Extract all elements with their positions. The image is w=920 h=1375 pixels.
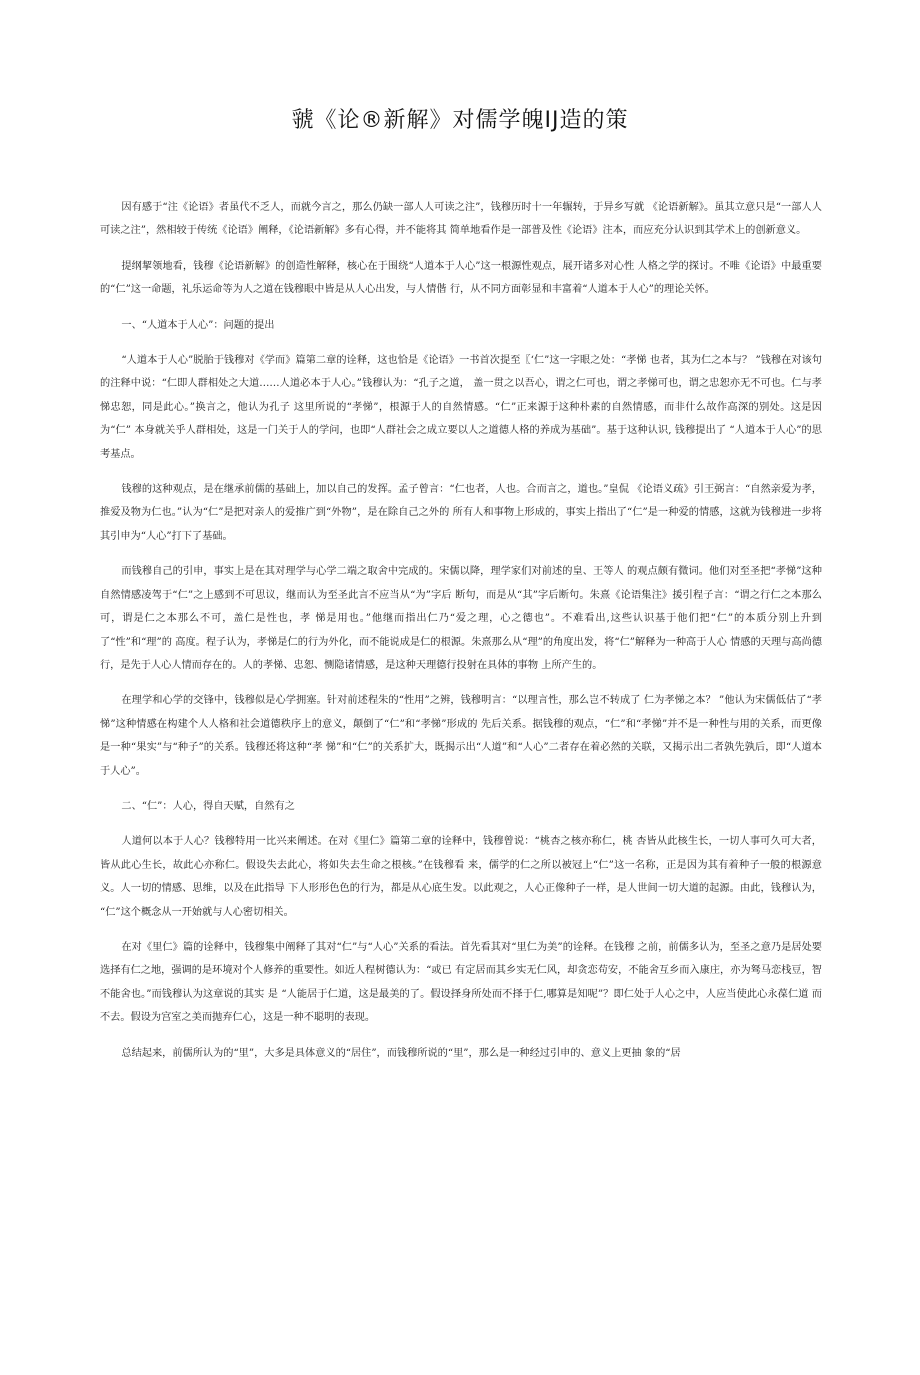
- paragraph: 在理学和心学的交锋中，钱穆似是心学拥塞。针对前述程朱的“性用”之辨，钱穆明言：“以理言性，那么岂不转成了 仁为孝悌之本？ ”他认为宋儒低估了“孝悌”这种情感在构建个人人格和社会道德秩序上的意义，颠倒了“仁”和“孝悌”形成的 先后关系。据钱穆的观点，“仁”和“孝悌”并不是一种性与用的关系，而更像是一种“果实”与“种子”的关系。钱穆还将这种“孝 悌”和“仁”的关系扩大，既揭示出“人道”和“人心”二者存在着必然的关联，又揭示出二者孰先孰后，即“人道本于人心”。: [100, 695, 822, 777]
- document-title: 虢《论®新解》对儒学魄IJ造的策: [291, 108, 629, 133]
- paragraph: 在对《里仁》篇的诠释中，钱穆集中阐释了其对“仁”与“人心”关系的看法。首先看其对“里仁为美”的诠释。在钱穆 之前，前儒多认为，至圣之意乃是居处要选择有仁之地，强调的是环境对个人修养的重要性。如近人程树德认为：“或已 有定居而其乡实无仁风，却贪恋苟安，不能舍互乡而入康庄，亦为驽马恋栈豆，智不能舍也。”而钱穆认为这章说的其实 是 “人能居于仁道，这是最美的了。假设择身所处而不择于仁,哪算是知呢”？即仁处于人心之中，人应当使此心永葆仁道 而不去。假设为宫室之美而抛弃仁心，这是一种不聪明的表现。: [100, 941, 822, 1024]
- paragraph: “人道本于人心”脱胎于钱穆对《学而》篇第二章的诠释，这也恰是《论语》一书首次提至〖‘仁”这一字眼之处：“孝悌 也者，其为仁之本与？ ”钱穆在对该句的注释中说：“仁即人群相处之大道……人道必本于人心。”钱穆认为：“孔子之道， 盖一贯之以吾心，谓之仁可也，谓之孝悌可也，谓之忠恕亦无不可也。仁与孝悌忠恕，同是此心。”换言之，他认为孔子 这里所说的“孝悌”，根源于人的自然情感。“仁”正来源于这种朴素的自然情感，而非什么故作高深的别处。这是因为“仁” 本身就关乎人群相处，这是一门关于人的学问，也即“人群社会之成立要以人之道德人格的养成为基础”。基于这种认识, 钱穆提出了 “人道本于人心”的思考基点。: [100, 355, 822, 460]
- paragraph: 而钱穆自己的引申，事实上是在其对理学与心学二端之取舍中完成的。宋儒以降，理学家们对前述的皇、王等人 的观点颇有微词。他们对至圣把“孝悌”这种自然情感凌驾于“仁”之上感到不可思议，继而认为至圣此言不应当从“为”字后 断句，而是从“其”字后断句。朱熹《论语集注》援引程子言：“谓之行仁之本那么可，谓是仁之本那么不可，盖仁是性也，孝 悌是用也。”他继而指出仁乃“爱之理，心之德也”。不难看出,这些认识基于他们把“仁”的本质分别上升到了“性”和“理”的 高度。程子认为，孝悌是仁的行为外化，而不能说成是仁的根源。朱熹那么从“理”的角度出发，将“仁”解释为一种高于人心 情感的天理与高尚德行，是先于人心人情而存在的。人的孝悌、忠恕、恻隐诸情感，是这种天理德行投射在具体的事物 上所产生的。: [100, 566, 822, 671]
- section-heading: 二、“仁”：人心，得自天赋，自然有之: [121, 800, 295, 812]
- paragraph: 人道何以本于人心？钱穆特用一比兴来阐述。在对《里仁》篇第二章的诠释中，钱穆曾说：“桃杏之核亦称仁，桃 杏皆从此核生长，一切人事可久可大者，皆从此心生长，故此心亦称仁。假设失去此心，将如失去生命之根核。”在钱穆看 来，儒学的仁之所以被冠上“仁”这一名称，正是因为其有着种子一般的根源意义。人一切的情感、思维，以及在此指导 下人形形色色的行为，都是从心底生发。以此观之，人心正像种子一样，是人世间一切大道的起源。由此，钱穆认为， “仁”这个概念从一开始就与人心密切相关。: [100, 836, 822, 918]
- section-heading: 一、“人道本于人心”：问题的提出: [121, 319, 275, 331]
- paragraph: 提纲挈领地看，钱穆《论语新解》的创造性解释，核心在于围绕“人道本于人心”这一根源性观点，展开诸多对心性 人格之学的探讨。不唯《论语》中最重要的“仁”这一命题，礼乐运命等为人之道在钱穆眼中皆是从人心出发，与人情偕 行，从不同方面彰显和丰富着“人道本于人心”的理论关怀。: [100, 260, 822, 296]
- paragraph: 总结起来，前儒所认为的“里”，大多是具体意义的“居住”，而钱穆所说的“里”，那么是一种经过引申的、意义上更抽 象的“居: [121, 1047, 681, 1059]
- document-body: [100, 196, 822, 1077]
- paragraph: 钱穆的这种观点，是在继承前儒的基础上，加以自己的发挥。孟子曾言：“仁也者，人也。合而言之，道也。”皇侃 《论语义疏》引王弼言：“自然亲爱为孝，推爱及物为仁也。”认为“仁”是把对亲人的爱推广到“外物”，是在除自己之外的 所有人和事物上形成的，事实上指出了“仁”是一种爱的情感，这就为钱穆进一步将其引申为“人心”打下了基础。: [100, 484, 822, 542]
- paragraph: 因有感于“注《论语》者虽代不乏人，而就今言之，那么仍缺一部人人可读之注”，钱穆历时十一年辗转，于异乡写就 《论语新解》。虽其立意只是“一部人人可读之注”，然相较于传统《论语》阐释，《论语新解》多有心得，并不能将其 简单地看作是一部普及性《论语》注本，而应充分认识到其学术上的创新意义。: [100, 202, 822, 237]
